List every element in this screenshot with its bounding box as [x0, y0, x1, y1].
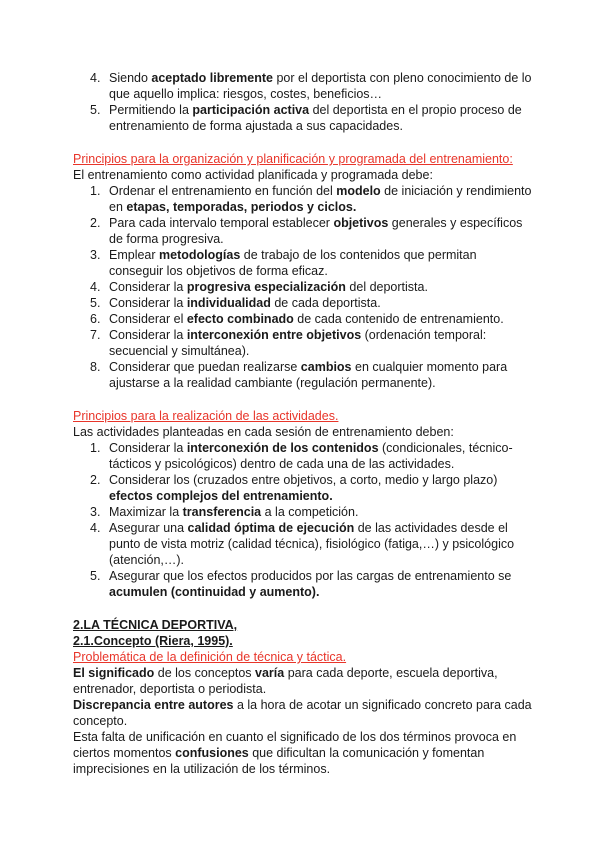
text-run: generales y específicos de forma progresiva. [109, 216, 523, 246]
heading-tecnica: 2.LA TÉCNICA DEPORTIVA, [73, 618, 238, 632]
organizacion-item [73, 247, 533, 279]
bold-text: modelo [336, 184, 381, 198]
bold-text: interconexión entre objetivos [186, 328, 362, 342]
list-number: 4. [90, 71, 101, 85]
bold-text: efectos complejos del entrenamiento. [109, 489, 333, 503]
section-title-actividades: Principios para la realización de las actividades. [73, 409, 339, 423]
text-run: de iniciación y rendimiento en [109, 184, 532, 214]
list-number: 5. [90, 103, 101, 117]
text-run: Considerar la [109, 441, 187, 455]
text-run: Permitiendo la [109, 103, 193, 117]
text-run: por el deportista con pleno conocimiento de lo que aquello implica: riesgos, costes, beneficios… [109, 71, 532, 101]
organizacion-item [73, 215, 533, 247]
text-run: (ordenación temporal: secuencial y simultánea). [109, 328, 487, 358]
actividades-item [73, 520, 533, 568]
text-run: de los conceptos [154, 666, 256, 680]
text-run: que dificultan la comunicación y fomentan imprecisiones en la utilización de los términos. [73, 746, 485, 776]
list-number: 4. [90, 280, 101, 294]
section-intro-actividades: Las actividades planteadas en cada sesión de entrenamiento deben: [73, 425, 454, 439]
organizacion-item [73, 311, 533, 327]
text-run: a la competición. [261, 505, 359, 519]
bold-text: cambios [300, 360, 352, 374]
list-number: 1. [90, 184, 101, 198]
text-run: de trabajo de los contenidos que permitan conseguir los objetivos de forma eficaz. [109, 248, 477, 278]
paragraph [73, 729, 533, 777]
problematica-paragraphs [73, 665, 533, 777]
text-run: del deportista en el propio proceso de entrenamiento de forma ajustada a sus capacidades. [109, 103, 522, 133]
text-run: de las actividades desde el punto de vista motriz (calidad técnica), fisiológico (fatiga,…) y psicológico (atención,…). [109, 521, 515, 567]
list-number: 3. [90, 248, 101, 262]
actividades-item [73, 504, 533, 520]
actividades-item [73, 472, 533, 504]
bold-text: acumulen (continuidad y aumento). [109, 585, 320, 599]
list-number: 2. [90, 216, 101, 230]
text-run: Emplear [109, 248, 160, 262]
bold-text: confusiones [175, 746, 249, 760]
bold-text: metodologías [159, 248, 241, 262]
bold-text: progresiva especialización [186, 280, 346, 294]
list-a-item [73, 70, 533, 102]
text-run: del deportista. [345, 280, 428, 294]
list-number: 2. [90, 473, 101, 487]
document-page [73, 70, 533, 777]
text-run: de cada contenido de entrenamiento. [293, 312, 504, 326]
text-run: Asegurar que los efectos producidos por las cargas de entrenamiento se [109, 569, 512, 583]
bold-text: transferencia [182, 505, 262, 519]
list-number: 6. [90, 312, 101, 326]
text-run: Considerar la [109, 328, 187, 342]
text-run: Considerar el [109, 312, 187, 326]
list-actividades [73, 440, 533, 600]
text-run: Para cada intervalo temporal establecer [109, 216, 334, 230]
paragraph [73, 665, 533, 697]
organizacion-item [73, 279, 533, 295]
organizacion-item [73, 183, 533, 215]
bold-text: interconexión de los contenidos [186, 441, 379, 455]
section-title-problematica: Problemática de la definición de técnica y táctica. [73, 650, 347, 664]
text-run: Considerar los (cruzados entre objetivos, a corto, medio y largo plazo) [109, 473, 498, 487]
actividades-item [73, 568, 533, 600]
bold-text: El significado [73, 666, 155, 680]
organizacion-item [73, 359, 533, 391]
text-run: de cada deportista. [270, 296, 381, 310]
text-run: Considerar que puedan realizarse [109, 360, 301, 374]
text-run: (condicionales, técnico-tácticos y psicológicos) dentro de cada una de las actividades. [109, 441, 513, 471]
text-run: Esta falta de unificación en cuanto el significado de los dos términos provoca en ciertos momentos [73, 730, 517, 760]
text-run: a la hora de acotar un significado concreto para cada concepto. [73, 698, 532, 728]
bold-text: participación activa [192, 103, 310, 117]
bold-text: etapas, temporadas, periodos y ciclos. [126, 200, 357, 214]
text-run: para cada deporte, escuela deportiva, entrenador, deportista o periodista. [73, 666, 498, 696]
list-organizacion [73, 183, 533, 391]
subheading-concepto: 2.1.Concepto (Riera, 1995). [73, 634, 233, 648]
bold-text: efecto combinado [186, 312, 294, 326]
organizacion-item [73, 327, 533, 359]
paragraph [73, 697, 533, 729]
section-title-organizacion: Principios para la organización y planificación y programada del entrenamiento: [73, 152, 513, 166]
text-run: en cualquier momento para ajustarse a la realidad cambiante (regulación permanente). [109, 360, 508, 390]
list-number: 7. [90, 328, 101, 342]
bold-text: Discrepancia entre autores [73, 698, 234, 712]
section-intro-organizacion: El entrenamiento como actividad planificada y programada debe: [73, 168, 433, 182]
list-number: 4. [90, 521, 101, 535]
text-run: Considerar la [109, 280, 187, 294]
text-run: Maximizar la [109, 505, 183, 519]
organizacion-item [73, 295, 533, 311]
list-a [73, 70, 533, 134]
text-run: Asegurar una [109, 521, 188, 535]
bold-text: aceptado libremente [151, 71, 273, 85]
list-number: 8. [90, 360, 101, 374]
list-a-item [73, 102, 533, 134]
list-number: 5. [90, 296, 101, 310]
list-number: 1. [90, 441, 101, 455]
bold-text: objetivos [333, 216, 389, 230]
text-run: Ordenar el entrenamiento en función del [109, 184, 337, 198]
bold-text: individualidad [186, 296, 271, 310]
actividades-item [73, 440, 533, 472]
list-number: 3. [90, 505, 101, 519]
text-run: Considerar la [109, 296, 187, 310]
bold-text: calidad óptima de ejecución [187, 521, 355, 535]
list-number: 5. [90, 569, 101, 583]
bold-text: varía [255, 666, 285, 680]
text-run: Siendo [109, 71, 152, 85]
